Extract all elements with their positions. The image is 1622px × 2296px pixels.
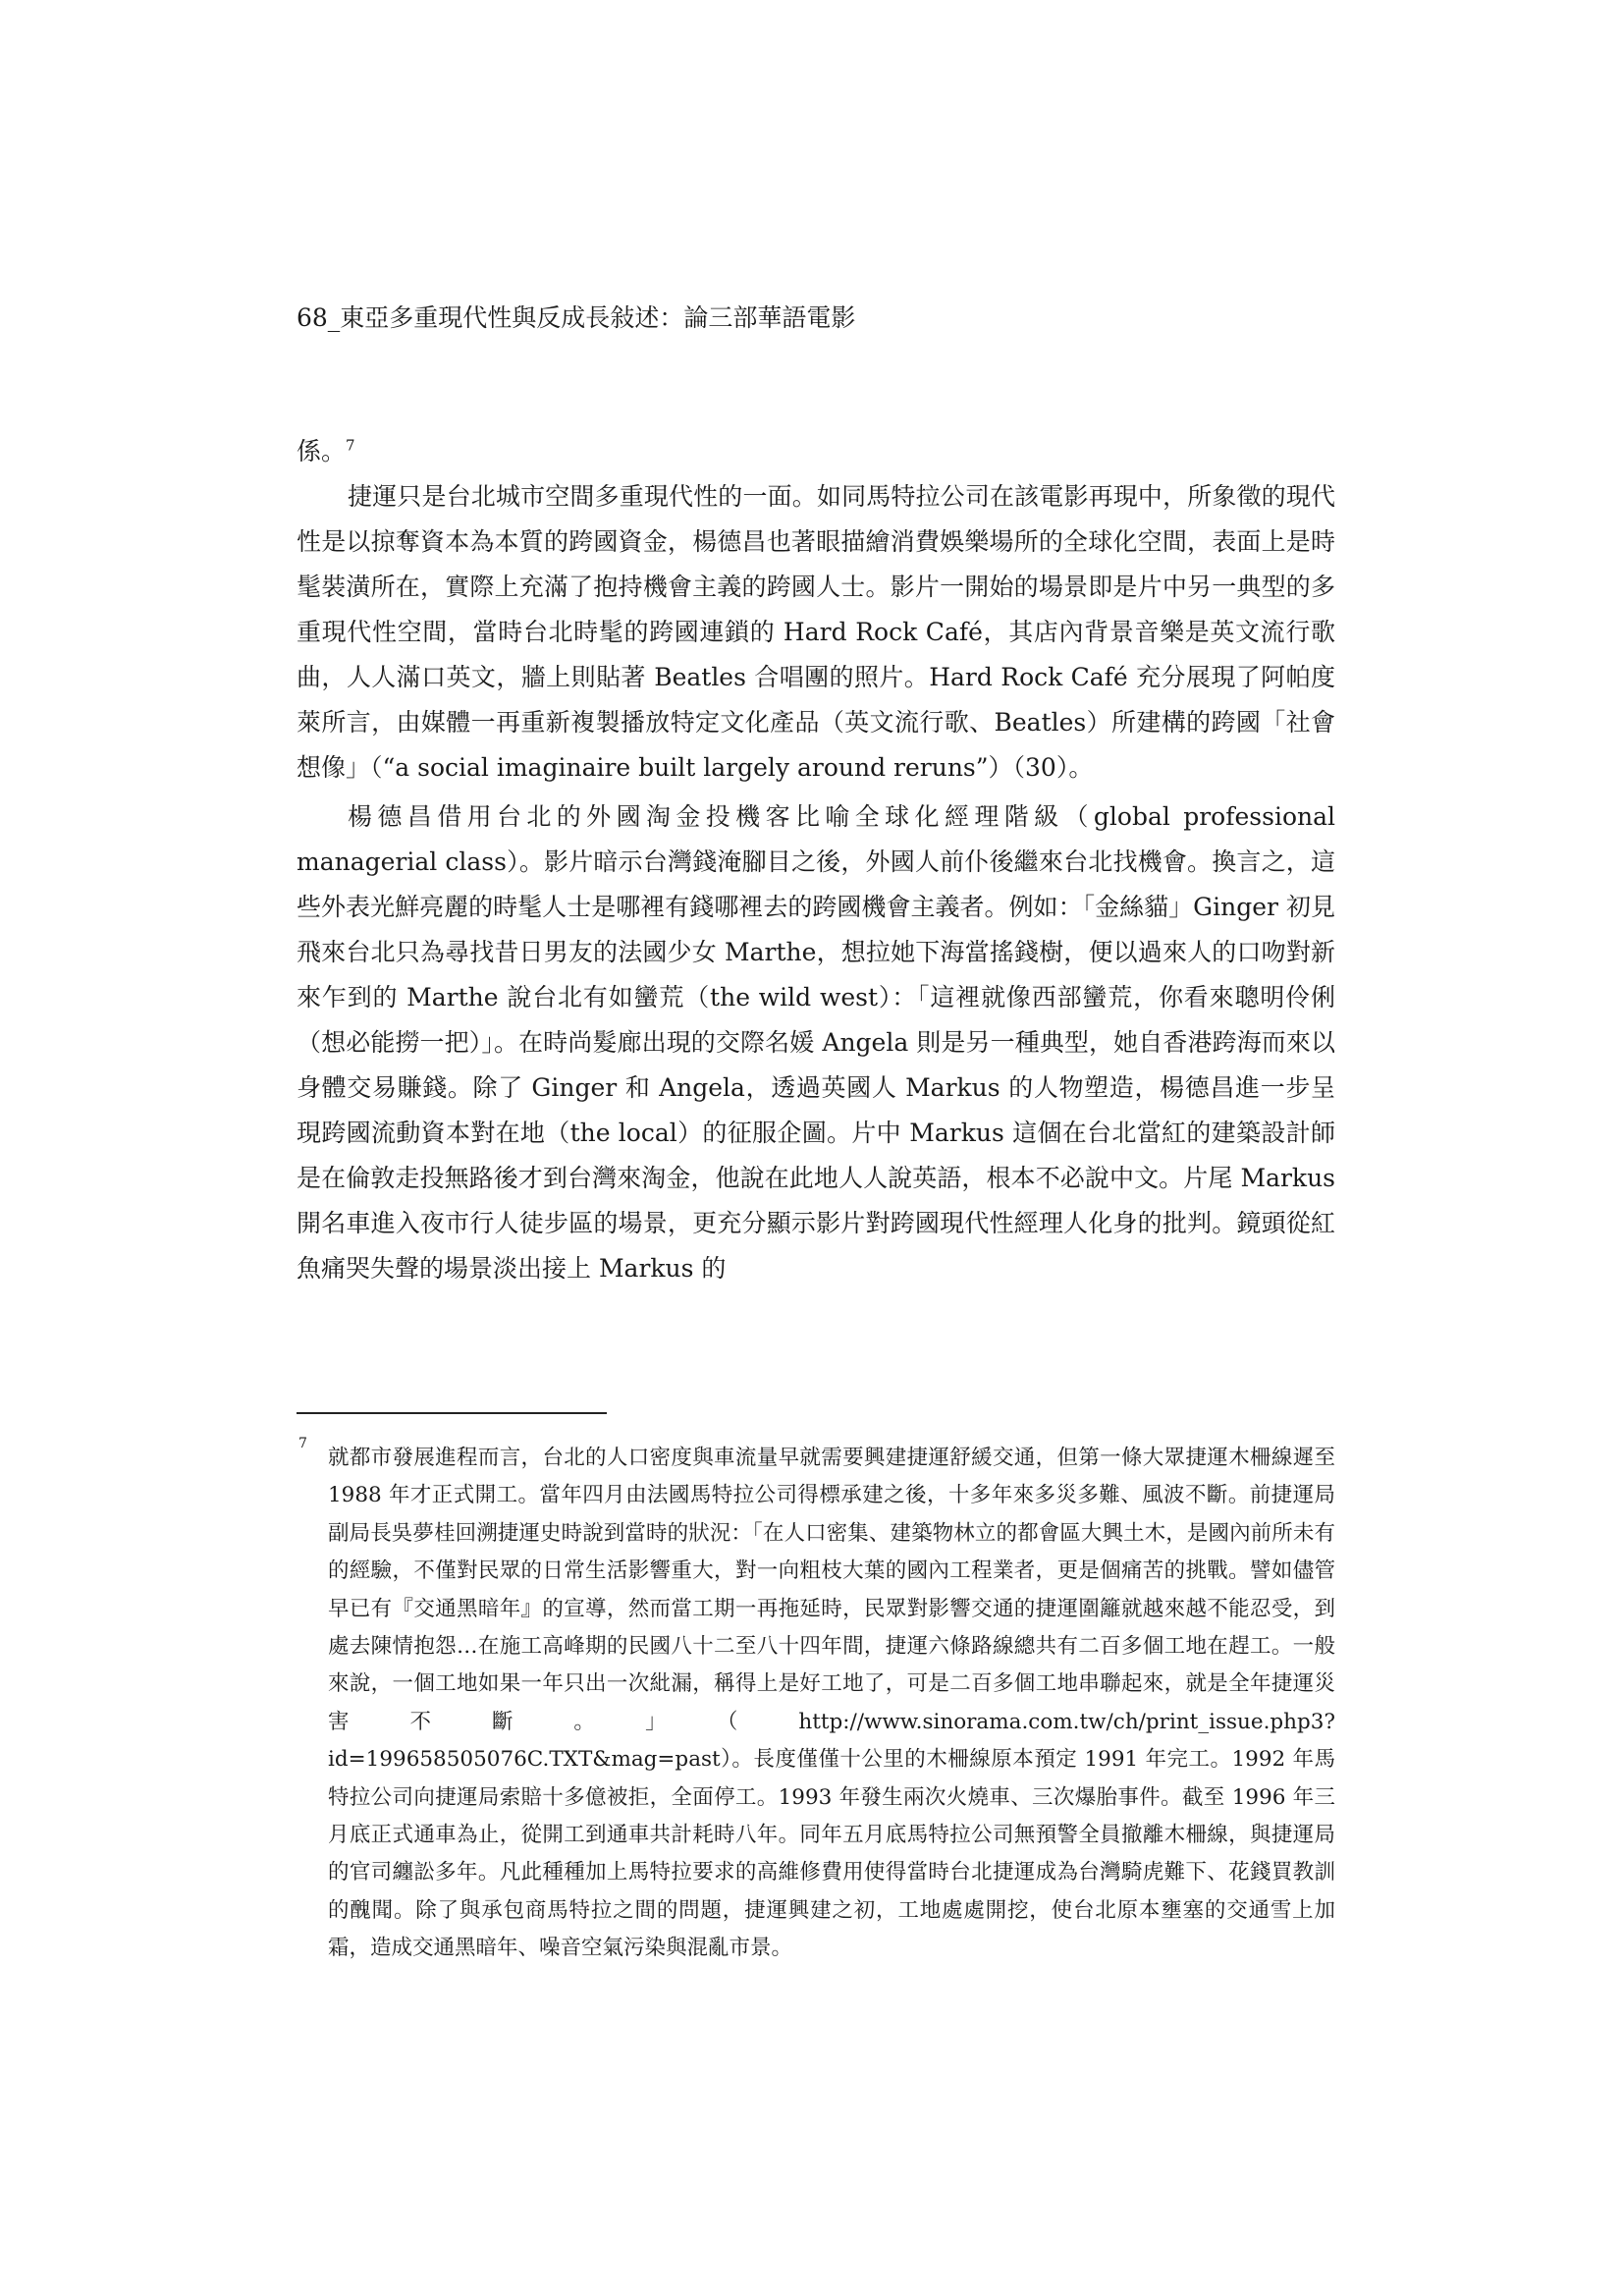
footnote-number: 7 [298,1436,307,1451]
paragraph-continuation [297,429,1335,474]
footnote-reference[interactable]: 7 [346,436,355,455]
footnote-text: 就都市發展進程而言，台北的人口密度與車流量早就需要興建捷運舒緩交通，但第一條大眾捷運木柵線遲至 1988 年才正式開工。當年四月由法國馬特拉公司得標承建之後，十多年來多災多難、風波不斷。前捷運局副局長吳夢桂回溯捷運史時說到當時的狀況：「在人口密集、建築物林立的都會區大興土木，是國內前所未有的經驗，不僅對民眾的日常生活影響重大，對一向粗枝大葉的國內工程業者，更是個痛苦的挑戰。譬如儘管早已有『交通黑暗年』的宣導，然而當工期一再拖延時，民眾對影響交通的捷運圍籬就越來越不能忍受，到處去陳情抱怨…在施工高峰期的民國八十二至八十四年間，捷運六條路線總共有二百多個工地在趕工。一般來說，一個工地如果一年只出一次紕漏，稱得上是好工地了，可是二百多個工地串聯起來，就是全年捷運災害不斷。」（http://www.sinorama.com.tw/ch/print_issue.php3?id=199658505076C.TXT&mag=past）。長度僅僅十公里的木柵線原本預定 1991 年完工。1992 年馬特拉公司向捷運局索賠十多億被拒，全面停工。1993 年發生兩次火燒車、三次爆胎事件。截至 1996 年三月底正式通車為止，從開工到通車共計耗時八年。同年五月底馬特拉公司無預警全員撤離木柵線，與捷運局的官司纏訟多年。凡此種種加上馬特拉要求的高維修費用使得當時台北捷運成為台灣騎虎難下、花錢買教訓的醜聞。除了與承包商馬特拉之間的問題，捷運興建之初，工地處處開挖，使台北原本壅塞的交通雪上加霜，造成交通黑暗年、噪音空氣污染與混亂市景。 [328,1446,1335,1961]
paragraph-text: 係。 [297,437,347,465]
running-header: 68_東亞多重現代性與反成長敍述：論三部華語電影 [297,303,856,332]
paragraph: 捷運只是台北城市空間多重現代性的一面。如同馬特拉公司在該電影再現中，所象徵的現代性是以掠奪資本為本質的跨國資金，楊德昌也著眼描繪消費娛樂場所的全球化空間，表面上是時髦裝潢所在，實際上充滿了抱持機會主義的跨國人士。影片一開始的場景即是片中另一典型的多重現代性空間，當時台北時髦的跨國連鎖的 Hard Rock Café，其店內背景音樂是英文流行歌曲，人人滿口英文，牆上則貼著 Beatles 合唱團的照片。Hard Rock Café 充分展現了阿帕度萊所言，由媒體一再重新複製播放特定文化產品（英文流行歌、Beatles）所建構的跨國「社會想像」（“a social imaginaire built largely around reruns”）（30）。 [297,482,1335,782]
paragraph: 楊德昌借用台北的外國淘金投機客比喻全球化經理階級（global professional managerial class）。影片暗示台灣錢淹腳目之後，外國人前仆後繼來台北找機會。換言之，這些外表光鮮亮麗的時髦人士是哪裡有錢哪裡去的跨國機會主義者。例如：「金絲貓」Ginger 初見飛來台北只為尋找昔日男友的法國少女 Marthe，想拉她下海當搖錢樹，便以過來人的口吻對新來乍到的 Marthe 說台北有如蠻荒（the wild west）：「這裡就像西部蠻荒，你看來聰明伶俐（想必能撈一把）」。在時尚髮廊出現的交際名媛 Angela 則是另一種典型，她自香港跨海而來以身體交易賺錢。除了 Ginger 和 Angela，透過英國人 Markus 的人物塑造，楊德昌進一步呈現跨國流動資本對在地（the local）的征服企圖。片中 Markus 這個在台北當紅的建築設計師是在倫敦走投無路後才到台灣來淘金，他說在此地人人說英語，根本不必說中文。片尾 Markus 開名車進入夜市行人徒步區的場景，更充分顯示影片對跨國現代性經理人化身的批判。鏡頭從紅魚痛哭失聲的場景淡出接上 Markus 的 [297,802,1335,1283]
footnote [297,1436,1335,1968]
main-text [297,429,1335,1291]
footnote-divider [297,1412,607,1414]
